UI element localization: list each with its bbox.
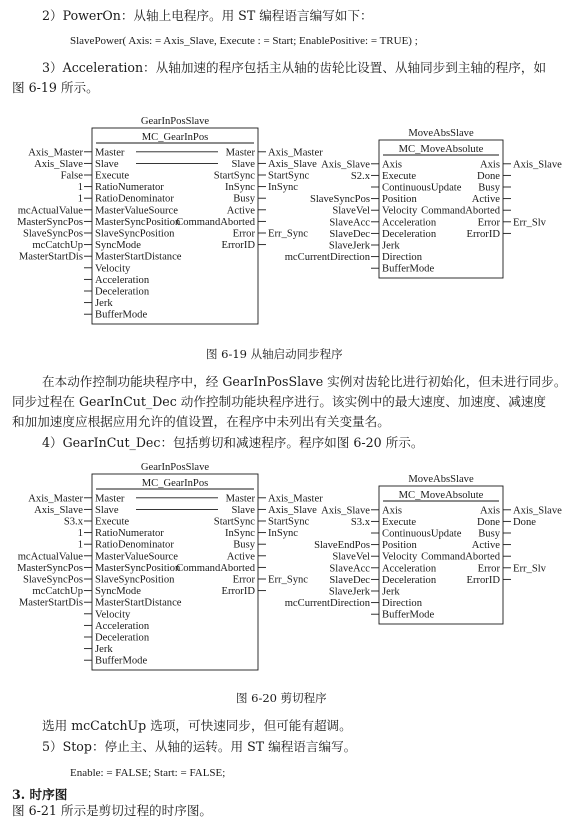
fig19-move-output-done: Done	[477, 170, 500, 182]
fig20-gear-input-var: mcCatchUp	[32, 586, 83, 598]
fig19-move-input-execute: Execute	[382, 170, 417, 182]
fig20-move-input-buffermode: BufferMode	[382, 609, 435, 621]
fig20-gear-input-var: Axis_Master	[28, 493, 83, 505]
para-stop: 5）Stop：停止主、从轴的运转。用 ST 编程语言编写。	[42, 739, 357, 754]
fig20-gear-output-var: Axis_Master	[268, 493, 323, 505]
fig19-gear-output-commandaborted: CommandAborted	[176, 216, 255, 228]
fig19-gear-output-errorid: ErrorID	[221, 240, 255, 252]
fig19-gear-input-deceleration: Deceleration	[95, 286, 150, 298]
fig19-move-output-active: Active	[471, 194, 500, 206]
para-catchup: 选用 mcCatchUp 选项，可快速同步，但可能有超调。	[42, 718, 352, 733]
fig19-gear-input-mastersyncposition: MasterSyncPosition	[95, 216, 181, 228]
fig19-gear-input-var: mcActualValue	[17, 205, 83, 217]
fig19-gear-output-slave: Slave	[231, 158, 255, 170]
fig19-gear-output-var: InSync	[268, 182, 299, 194]
fig20-move-output-axis: Axis	[479, 505, 500, 517]
fig19-move-input-direction: Direction	[382, 252, 423, 264]
fig20-gear-input-execute: Execute	[95, 516, 130, 528]
fig20-gear-input-var: MasterStartDis	[18, 597, 83, 609]
fig20-gear-output-active: Active	[226, 551, 255, 563]
fig19-gear-output-var: Axis_Slave	[268, 158, 317, 170]
fig20-gear-input-ratiodenominator: RatioDenominator	[95, 539, 174, 551]
fig20-gear-output-errorid: ErrorID	[221, 586, 255, 598]
fig19-move-input-var: SlaveSyncPos	[309, 194, 370, 206]
fig20-move-output-error: Error	[477, 563, 500, 575]
para-acceleration-2: 图 6-19 所示。	[12, 80, 99, 95]
fig20-move-output-done: Done	[477, 516, 500, 528]
fig20-move-input-position: Position	[382, 540, 417, 552]
fig20-move-input-var: mcCurrentDirection	[284, 598, 370, 610]
fig19-gear-input-var: mcCatchUp	[32, 240, 83, 252]
fig19-move-output-commandaborted: CommandAborted	[421, 205, 500, 217]
fig20-gear-output-master: Master	[225, 493, 255, 505]
fig19-move-output-busy: Busy	[478, 182, 500, 194]
fig20-gear-output-busy: Busy	[233, 539, 255, 551]
heading-timing: 3. 时序图	[12, 787, 68, 802]
fig20-gear-input-slavesyncposition: SlaveSyncPosition	[95, 574, 175, 586]
fig20-move-output-errorid: ErrorID	[466, 574, 500, 586]
fig20-move-input-jerk: Jerk	[382, 586, 400, 598]
fig19-move-input-var: SlaveDec	[329, 228, 370, 240]
fig20-move-input-var: S3.x	[350, 516, 370, 528]
fig19-gear-input-slave: Slave	[95, 158, 119, 170]
fig19-gear-input-var: MasterSyncPos	[17, 216, 83, 228]
fig19-move-input-var: SlaveAcc	[329, 217, 370, 229]
fig19-gear-input-rationumerator: RatioNumerator	[95, 182, 164, 194]
fig20-move-input-var: SlaveVel	[332, 551, 370, 563]
fig19-move-input-velocity: Velocity	[382, 205, 418, 217]
fig20-move-input-var: SlaveEndPos	[314, 540, 370, 552]
fig20-gear-input-buffermode: BufferMode	[95, 655, 148, 667]
fig19-gear-output-active: Active	[226, 205, 255, 217]
fig20-move-input-execute: Execute	[382, 516, 417, 528]
fig19-gear-input-velocity: Velocity	[95, 263, 131, 275]
fig19-gear-input-buffermode: BufferMode	[95, 309, 148, 321]
fig19-gear-output-var: Err_Sync	[268, 228, 309, 240]
fig19-gear-input-jerk: Jerk	[95, 298, 113, 310]
fig20-move-block	[285, 474, 562, 624]
code-slavepower: SlavePower( Axis: = Axis_Slave, Execute : = Start; EnablePositive: = TRUE) ;	[70, 35, 418, 47]
fig20-move-input-var: SlaveJerk	[328, 586, 370, 598]
fig19-move-input-position: Position	[382, 194, 417, 206]
fig20-move-input-direction: Direction	[382, 598, 423, 610]
fig20-gear-type-name: MC_GearInPos	[141, 478, 209, 489]
fig19-move-input-var: Axis_Slave	[321, 159, 370, 171]
fig19-move-input-buffermode: BufferMode	[382, 263, 435, 275]
fig19-move-input-var: S2.x	[350, 170, 370, 182]
fig19-gear-output-master: Master	[225, 147, 255, 159]
fig20-move-input-var: Axis_Slave	[321, 505, 370, 517]
fig20-gear-input-var: MasterSyncPos	[17, 562, 83, 574]
fig19-move-input-axis: Axis	[382, 159, 403, 171]
fig19-move-block	[285, 128, 562, 278]
fig19-move-output-var: Err_Slv	[513, 217, 546, 229]
fig20-gear-output-commandaborted: CommandAborted	[176, 562, 255, 574]
fig19-gear-input-var: SlaveSyncPos	[22, 228, 83, 240]
fig20-move-output-commandaborted: CommandAborted	[421, 551, 500, 563]
fig19-gear-block	[17, 116, 323, 324]
fig20-gear-input-acceleration: Acceleration	[95, 620, 150, 632]
fig19-move-instance-name: MoveAbsSlave	[408, 128, 474, 139]
fig20-gear-input-deceleration: Deceleration	[95, 632, 150, 644]
fig19-gear-input-masterstartdistance: MasterStartDistance	[95, 251, 182, 263]
fig20-gear-output-var: Err_Sync	[268, 574, 309, 586]
fig19-gear-input-master: Master	[95, 147, 125, 159]
para-gearinpos-3: 和加加速度应根据应用允许的值设置，在程序中未列出有关变量名。	[12, 414, 390, 429]
fig19-gear-output-startsync: StartSync	[213, 170, 255, 182]
fig19-move-output-error: Error	[477, 217, 500, 229]
fig19-gear-input-var: MasterStartDis	[18, 251, 83, 263]
fig20-gear-input-var: mcActualValue	[17, 551, 83, 563]
fig19-gear-input-var: 1	[77, 182, 83, 194]
fig20-gear-output-slave: Slave	[231, 504, 255, 516]
fig20-move-input-axis: Axis	[382, 505, 403, 517]
fig19-move-input-var: mcCurrentDirection	[284, 252, 370, 264]
fig20-move-instance-name: MoveAbsSlave	[408, 474, 474, 485]
fig19-gear-input-var: Axis_Slave	[34, 158, 83, 170]
fig20-gear-input-var: 1	[77, 539, 83, 551]
fig19-move-input-var: SlaveVel	[332, 205, 370, 217]
fig20-gear-input-mastersyncposition: MasterSyncPosition	[95, 562, 181, 574]
fig20-gear-output-var: StartSync	[268, 516, 310, 528]
fig20-gear-output-var: Axis_Slave	[268, 504, 317, 516]
fig19-gear-input-mastervaluesource: MasterValueSource	[95, 205, 178, 217]
fig19-gear-input-var: 1	[77, 193, 83, 205]
fig20-gear-output-var: InSync	[268, 528, 299, 540]
fig19-gear-input-acceleration: Acceleration	[95, 274, 150, 286]
fig19-gear-input-var: Axis_Master	[28, 147, 83, 159]
fig19-gear-input-ratiodenominator: RatioDenominator	[95, 193, 174, 205]
fig-6-19-caption: 图 6-19 从轴启动同步程序	[206, 347, 343, 361]
code-stop: Enable: = FALSE; Start: = FALSE;	[70, 767, 226, 779]
fig19-gear-output-busy: Busy	[233, 193, 255, 205]
fig19-move-type-name: MC_MoveAbsolute	[398, 144, 484, 155]
fig19-move-input-var: SlaveJerk	[328, 240, 370, 252]
fig19-gear-output-var: StartSync	[268, 170, 310, 182]
fig20-gear-input-slave: Slave	[95, 504, 119, 516]
fig-6-19-diagram	[0, 110, 575, 340]
fig20-move-input-deceleration: Deceleration	[382, 574, 437, 586]
fig19-move-input-jerk: Jerk	[382, 240, 400, 252]
fig20-gear-block	[17, 462, 323, 670]
fig19-gear-input-syncmode: SyncMode	[95, 240, 141, 252]
fig20-move-input-var: SlaveAcc	[329, 563, 370, 575]
fig20-gear-input-var: Axis_Slave	[34, 504, 83, 516]
fig20-move-output-var: Axis_Slave	[513, 505, 562, 517]
fig19-gear-instance-name: GearInPosSlave	[140, 116, 210, 127]
fig20-gear-input-var: S3.x	[63, 516, 83, 528]
fig20-move-output-var: Done	[513, 516, 536, 528]
fig20-gear-output-insync: InSync	[224, 528, 255, 540]
fig20-gear-input-jerk: Jerk	[95, 644, 113, 656]
fig20-gear-input-mastervaluesource: MasterValueSource	[95, 551, 178, 563]
fig19-gear-input-var: False	[60, 170, 83, 182]
fig20-gear-instance-name: GearInPosSlave	[140, 462, 210, 473]
para-gearinpos-1: 在本动作控制功能块程序中，经 GearInPosSlave 实例对齿轮比进行初始化，但未进行同步。	[42, 374, 567, 389]
fig20-move-input-acceleration: Acceleration	[382, 563, 437, 575]
fig20-move-input-var: SlaveDec	[329, 574, 370, 586]
fig19-move-output-axis: Axis	[479, 159, 500, 171]
fig20-move-input-velocity: Velocity	[382, 551, 418, 563]
fig19-gear-output-error: Error	[232, 228, 255, 240]
fig19-gear-input-execute: Execute	[95, 170, 130, 182]
para-poweron: 2）PowerOn：从轴上电程序。用 ST 编程语言编写如下：	[42, 8, 373, 23]
fig-6-20-diagram	[0, 456, 575, 686]
fig20-gear-input-syncmode: SyncMode	[95, 586, 141, 598]
fig-6-20-caption: 图 6-20 剪切程序	[236, 691, 327, 705]
fig20-move-output-busy: Busy	[478, 528, 500, 540]
fig20-move-output-var: Err_Slv	[513, 563, 546, 575]
fig19-move-input-continuousupdate: ContinuousUpdate	[382, 182, 462, 194]
fig20-gear-input-var: SlaveSyncPos	[22, 574, 83, 586]
fig20-move-output-active: Active	[471, 540, 500, 552]
para-gearincut: 4）GearInCut_Dec：包括剪切和减速程序。程序如图 6-20 所示。	[42, 435, 424, 450]
fig19-gear-type-name: MC_GearInPos	[141, 132, 209, 143]
fig19-gear-output-insync: InSync	[224, 182, 255, 194]
fig20-gear-input-master: Master	[95, 493, 125, 505]
fig19-move-output-var: Axis_Slave	[513, 159, 562, 171]
fig20-move-input-continuousupdate: ContinuousUpdate	[382, 528, 462, 540]
fig20-gear-input-velocity: Velocity	[95, 609, 131, 621]
para-acceleration-1: 3）Acceleration：从轴加速的程序包括主从轴的齿轮比设置、从轴同步到主轴的程序，如	[42, 60, 547, 75]
fig19-move-input-deceleration: Deceleration	[382, 228, 437, 240]
fig19-move-output-errorid: ErrorID	[466, 228, 500, 240]
fig20-gear-input-rationumerator: RatioNumerator	[95, 528, 164, 540]
fig20-gear-input-var: 1	[77, 528, 83, 540]
fig20-gear-output-startsync: StartSync	[213, 516, 255, 528]
fig19-gear-input-slavesyncposition: SlaveSyncPosition	[95, 228, 175, 240]
fig19-gear-output-var: Axis_Master	[268, 147, 323, 159]
para-timing: 图 6-21 所示是剪切过程的时序图。	[12, 803, 213, 818]
fig19-move-input-acceleration: Acceleration	[382, 217, 437, 229]
para-gearinpos-2: 同步过程在 GearInCut_Dec 动作控制功能块程序进行。该实例中的最大速度、加速度、减速度	[12, 394, 547, 409]
fig20-gear-output-error: Error	[232, 574, 255, 586]
fig20-gear-input-masterstartdistance: MasterStartDistance	[95, 597, 182, 609]
fig20-move-type-name: MC_MoveAbsolute	[398, 490, 484, 501]
